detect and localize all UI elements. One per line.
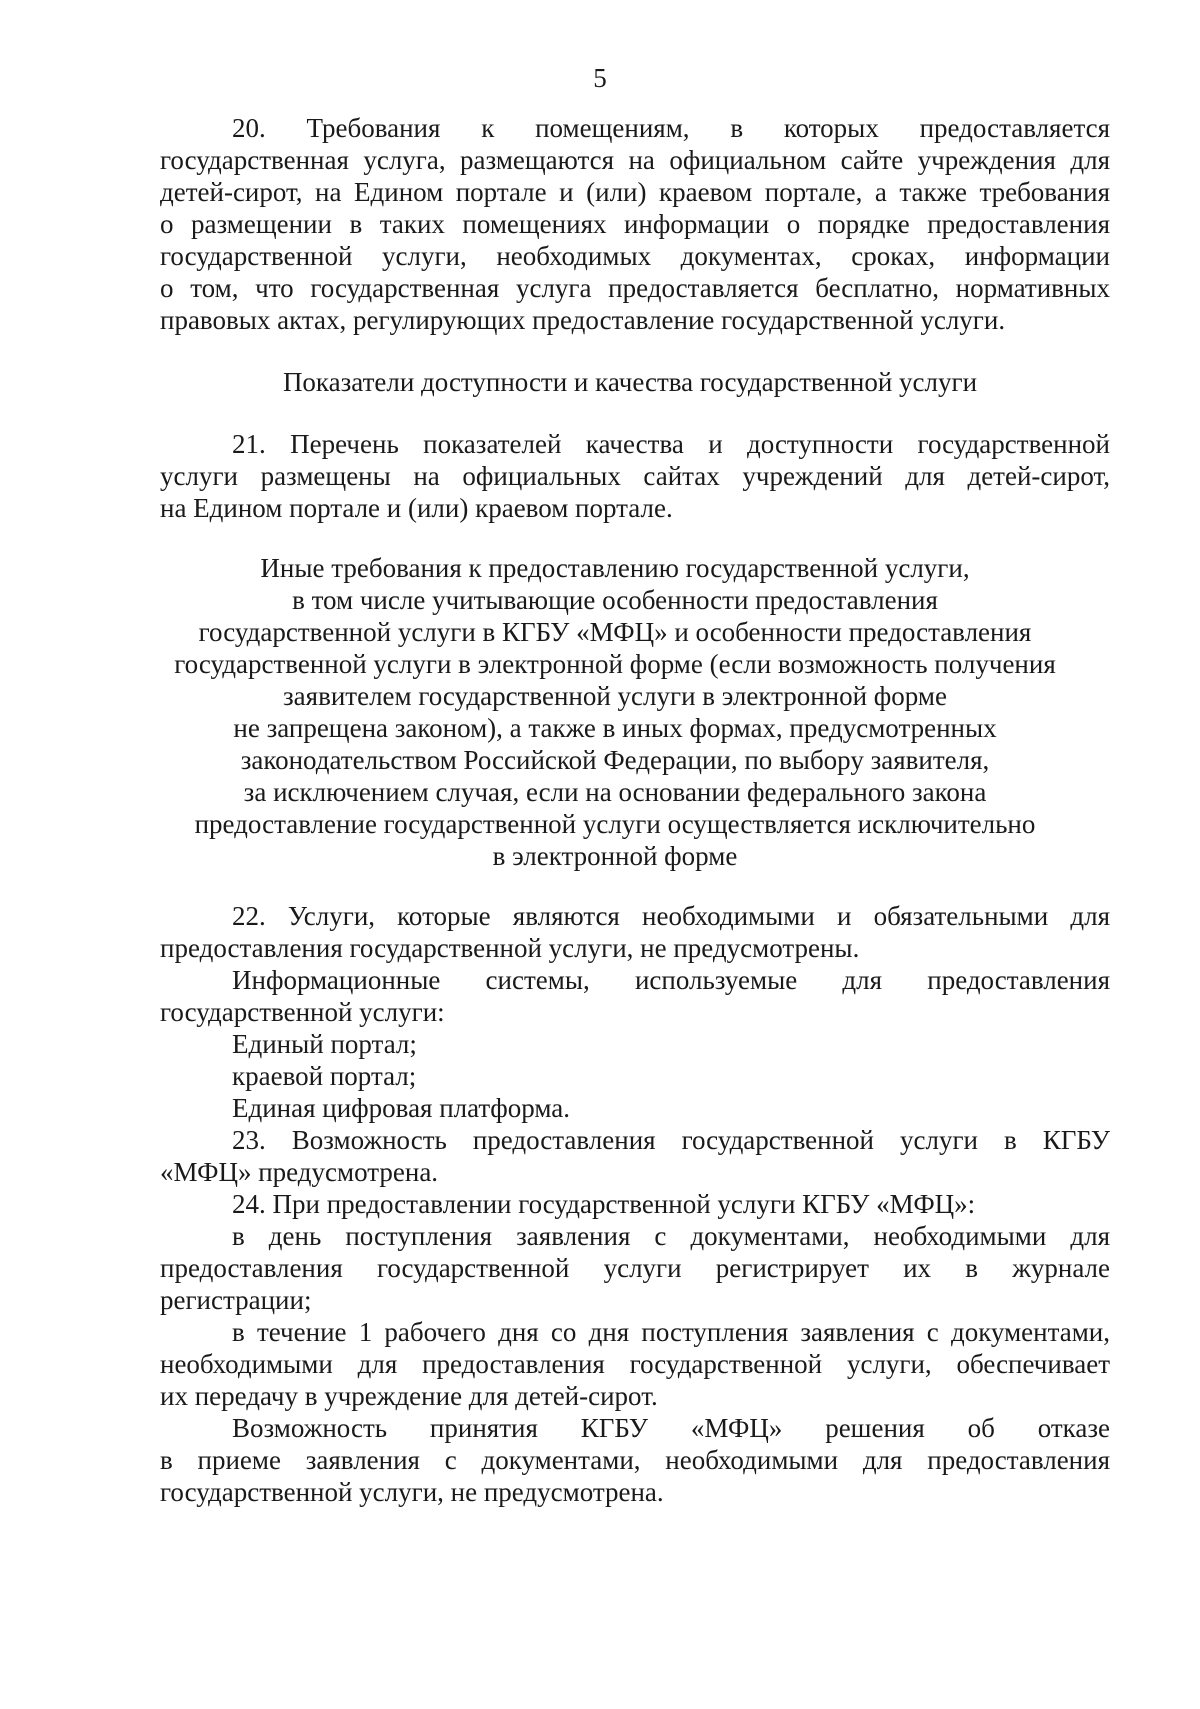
paragraph-20-line: 20. Требования к помещениям, в которых предоставляется <box>232 113 1110 143</box>
info-systems-line: Информационные системы, используемые для предоставления <box>232 965 1110 995</box>
paragraph-24-item-2-line: в течение 1 рабочего дня со дня поступления заявления с документами, <box>232 1317 1110 1347</box>
section-heading-indicators: Показатели доступности и качества государственной услуги <box>282 367 978 397</box>
paragraph-20-line: о том, что государственная услуга предоставляется бесплатно, нормативных <box>160 273 1110 303</box>
paragraph-20-line: правовых актах, регулирующих предоставление государственной услуги. <box>160 305 1006 335</box>
section-heading-other-requirements: в том числе учитывающие особенности предоставления <box>292 585 938 615</box>
page-number: 5 <box>593 63 607 93</box>
paragraph-21-line: 21. Перечень показателей качества и доступности государственной <box>232 429 1110 459</box>
paragraph-21-line: на Едином портале и (или) краевом портале. <box>160 493 673 523</box>
info-systems-line: государственной услуги: <box>160 997 445 1027</box>
paragraph-24-item-2-line: их передачу в учреждение для детей-сирот. <box>160 1381 658 1411</box>
paragraph-22-line: предоставления государственной услуги, не предусмотрены. <box>160 933 860 963</box>
paragraph-20-line: детей-сирот, на Едином портале и (или) краевом портале, а также требования <box>160 177 1110 207</box>
section-heading-other-requirements: не запрещена законом), а также в иных формах, предусмотренных <box>233 713 997 743</box>
paragraph-21-line: услуги размещены на официальных сайтах учреждений для детей-сирот, <box>160 461 1110 491</box>
paragraph-refusal-line: Возможность принятия КГБУ «МФЦ» решения об отказе <box>232 1413 1110 1443</box>
paragraph-23-line: 23. Возможность предоставления государственной услуги в КГБУ <box>232 1125 1110 1155</box>
paragraph-24-item-1-line: в день поступления заявления с документами, необходимыми для <box>232 1221 1110 1251</box>
paragraph-refusal-line: в приеме заявления с документами, необходимыми для предоставления <box>160 1445 1110 1475</box>
section-heading-other-requirements: в электронной форме <box>492 841 738 871</box>
section-heading-other-requirements: законодательством Российской Федерации, по выбору заявителя, <box>240 745 990 775</box>
section-heading-other-requirements: государственной услуги в электронной форме (если возможность получения <box>174 649 1056 679</box>
paragraph-20-line: государственная услуга, размещаются на официальном сайте учреждения для <box>160 145 1110 175</box>
paragraph-23-line: «МФЦ» предусмотрена. <box>160 1157 439 1187</box>
paragraph-refusal-line: государственной услуги, не предусмотрена. <box>160 1477 664 1507</box>
info-systems-list-item: Единый портал; <box>232 1029 417 1059</box>
paragraph-24-item-1-line: предоставления государственной услуги регистрирует их в журнале <box>160 1253 1110 1283</box>
paragraph-20-line: государственной услуги, необходимых документах, сроках, информации <box>160 241 1110 271</box>
section-heading-other-requirements: Иные требования к предоставлению государственной услуги, <box>260 553 970 583</box>
paragraph-24-item-1-line: регистрации; <box>160 1285 312 1315</box>
paragraph-24-line: 24. При предоставлении государственной услуги КГБУ «МФЦ»: <box>232 1189 976 1219</box>
section-heading-other-requirements: государственной услуги в КГБУ «МФЦ» и особенности предоставления <box>198 617 1032 647</box>
paragraph-20-line: о размещении в таких помещениях информации о порядке предоставления <box>160 209 1110 239</box>
paragraph-24-item-2-line: необходимыми для предоставления государственной услуги, обеспечивает <box>160 1349 1110 1379</box>
section-heading-other-requirements: предоставление государственной услуги осуществляется исключительно <box>194 809 1036 839</box>
section-heading-other-requirements: за исключением случая, если на основании федерального закона <box>243 777 987 807</box>
section-heading-other-requirements: заявителем государственной услуги в электронной форме <box>283 681 947 711</box>
info-systems-list-item: краевой портал; <box>232 1061 417 1091</box>
info-systems-list-item: Единая цифровая платформа. <box>232 1093 570 1123</box>
paragraph-22-line: 22. Услуги, которые являются необходимыми и обязательными для <box>232 901 1110 931</box>
